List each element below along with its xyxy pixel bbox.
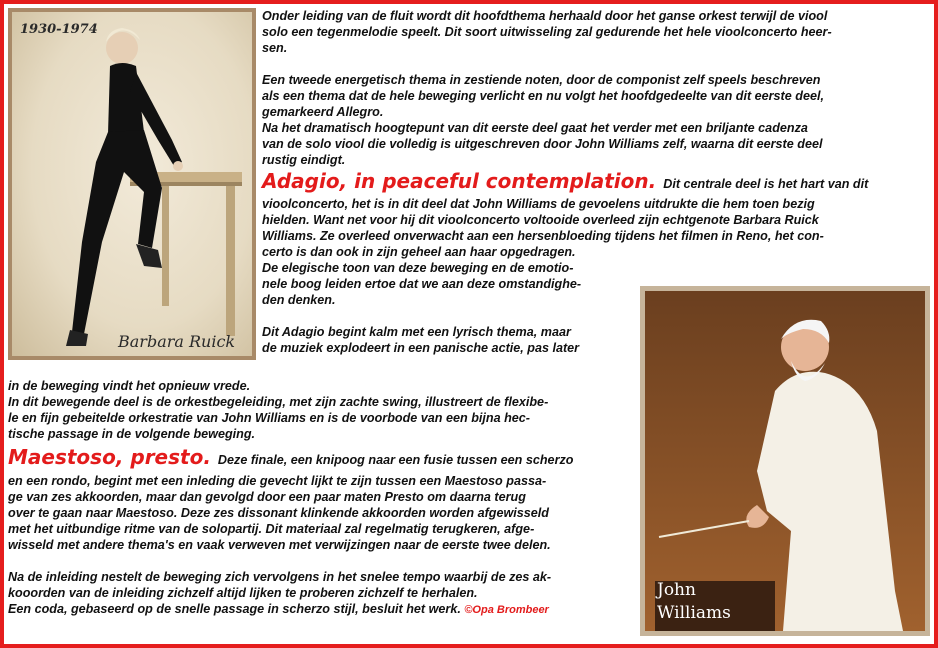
text-line: ge van zes akkoorden, maar dan gevolgd door een paar maten Presto om daarna terug	[8, 490, 526, 504]
photo-caption-john	[657, 579, 731, 625]
text-line: over te gaan naar Maestoso. Deze zes dissonant klinkende akkoorden worden afgewisseld	[8, 506, 550, 520]
text-line: Dit Adagio begint kalm met een lyrisch thema, maar	[262, 325, 571, 339]
text-line: gemarkeerd Allegro.	[262, 105, 384, 119]
text-line: Deze finale, een knipoog naar een fusie tussen een scherzo	[217, 453, 574, 467]
text-line: tische passage in de volgende beweging.	[8, 427, 256, 441]
text-line: De elegische toon van deze beweging en de emotio-	[262, 261, 574, 275]
text-line: Williams. Ze overleed onverwacht aan een hersenbloeding tijdens het filmen in Reno, het con-	[262, 229, 824, 243]
photo-barbara-ruick	[8, 8, 256, 360]
years-label: 1930-1974	[20, 22, 98, 37]
text-line: Na de inleiding nestelt de beweging zich vervolgens in het snelee tempo waarbij de zes ak-	[8, 570, 552, 584]
text-line: Een tweede energetisch thema in zestiende noten, door de componist zelf speels beschreven	[262, 73, 821, 87]
text-line: de muziek explodeert in een panische actie, pas later	[262, 341, 580, 355]
text-line: le en fijn gebeitelde orkestratie van John Williams en is de voorbode van een bijna hec-	[8, 411, 530, 425]
text-line: als een thema dat de hele beweging verlicht en nu volgt het hoofdgedeelte van dit eerste deel,	[262, 89, 824, 103]
caption-line-williams: Williams	[657, 602, 731, 623]
text-line: vioolconcerto, het is in dit deel dat John Williams de gevoelens uitdrukte die hem toen bezig	[262, 197, 815, 211]
adagio-heading: Adagio, in peaceful contemplation.	[262, 169, 657, 193]
text-line: hielden. Want net voor hij dit vioolconcerto voltooide overleed zijn echtgenote Barbara Ruick	[262, 213, 819, 227]
barbara-ruick-illustration	[12, 12, 252, 356]
caption-line-john: John	[657, 580, 696, 600]
text-line: nele boog leiden ertoe dat we aan deze omstandighe-	[262, 277, 582, 291]
text-line: Onder leiding van de fluit wordt dit hoofdthema herhaald door het ganse orkest terwijl de viool	[262, 9, 828, 23]
text-line: met het uitbundige ritme van de solopartij. Dit materiaal zal regelmatig terugkeren, afge-	[8, 522, 535, 536]
maestoso-heading: Maestoso, presto.	[8, 445, 211, 469]
text-line: en een rondo, begint met een inleding die gevecht lijkt te zijn tussen een Maestoso passa-	[8, 474, 547, 488]
text-line: sen.	[262, 41, 288, 55]
text-line: Na het dramatisch hoogtepunt van dit eerste deel gaat het verder met een briljante cadenza	[262, 121, 808, 135]
text-column-top	[262, 8, 930, 356]
copyright-label: ©Opa Brombeer	[464, 604, 549, 616]
photo-caption-barbara: Barbara Ruick	[118, 332, 236, 351]
text-line: Dit centrale deel is het hart van dit	[663, 177, 869, 191]
text-line: van de solo viool die volledig is uitgeschreven door John Williams zelf, waarna dit eerste deel	[262, 137, 823, 151]
text-line: certo is dan ook in zijn geheel aan haar opgedragen.	[262, 245, 576, 259]
text-line: In dit bewegende deel is de orkestbegeleiding, met zijn zachte swing, illustreert de flexibe-	[8, 395, 549, 409]
text-line: rustig eindigt.	[262, 153, 346, 167]
text-line: in de beweging vindt het opnieuw vrede.	[8, 379, 251, 393]
text-column-bottom	[8, 378, 638, 618]
text-line: Een coda, gebaseerd op de snelle passage in scherzo stijl, besluit het werk.	[8, 602, 461, 616]
text-line: kooorden van de inleiding zichzelf altijd lijken te proberen zichzelf te herhalen.	[8, 586, 478, 600]
text-line: wisseld met andere thema's en vaak verweven met verwijzingen naar de eerste twee delen.	[8, 538, 551, 552]
text-line: den denken.	[262, 293, 336, 307]
text-line: solo een tegenmelodie speelt. Dit soort uitwisseling zal gedurende het hele vioolconcerto heer-	[262, 25, 832, 39]
